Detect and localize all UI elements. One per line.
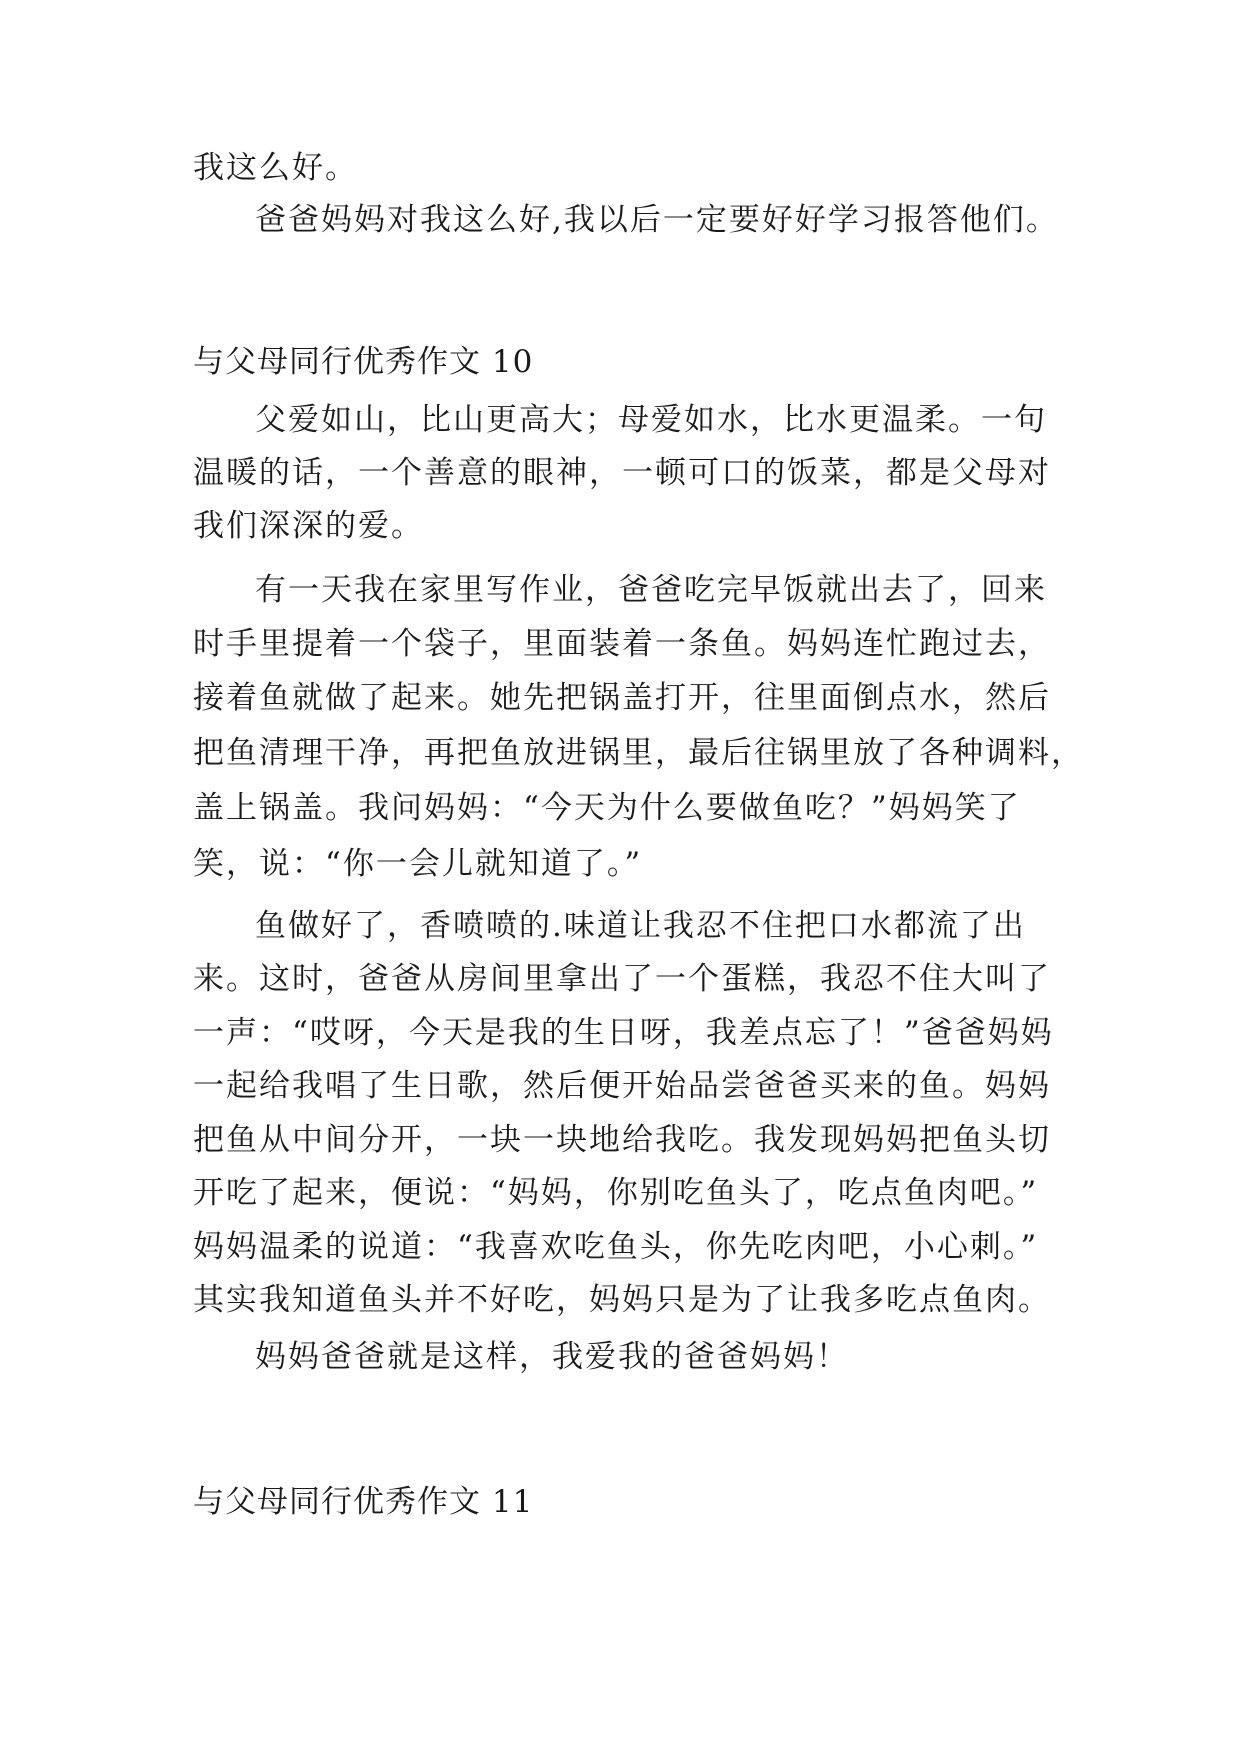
text-line: 接着鱼就做了起来。她先把锅盖打开，往里面倒点水，然后	[193, 680, 1051, 716]
text-line: 把鱼清理干净，再把鱼放进锅里，最后往锅里放了各种调料，	[193, 735, 1084, 771]
text-line: 温暖的话，一个善意的眼神，一顿可口的饭菜，都是父母对	[193, 455, 1051, 491]
text-line: 来。这时，爸爸从房间里拿出了一个蛋糕，我忍不住大叫了	[193, 961, 1051, 997]
text-line: 一声：“哎呀，今天是我的生日呀，我差点忘了！”爸爸妈妈	[193, 1015, 1054, 1051]
text-line: 盖上锅盖。我问妈妈：“今天为什么要做鱼吃？”妈妈笑了	[193, 790, 1021, 826]
section-heading: 与父母同行优秀作文 10	[193, 344, 534, 380]
text-line: 一起给我唱了生日歌，然后便开始品尝爸爸买来的鱼。妈妈	[193, 1068, 1051, 1104]
text-line: 笑，说：“你一会儿就知道了。”	[193, 846, 643, 882]
text-line: 我们深深的爱。	[193, 508, 424, 544]
text-line: 鱼做好了，香喷喷的.味道让我忍不住把口水都流了出	[255, 908, 1026, 944]
text-line: 爸爸妈妈对我这么好,我以后一定要好好学习报答他们。	[255, 202, 1059, 238]
text-line: 其实我知道鱼头并不好吃，妈妈只是为了让我多吃点鱼肉。	[193, 1282, 1051, 1318]
text-line: 时手里提着一个袋子，里面装着一条鱼。妈妈连忙跑过去，	[193, 626, 1051, 662]
text-line: 开吃了起来，便说：“妈妈，你别吃鱼头了，吃点鱼肉吧。”	[193, 1175, 1039, 1211]
text-line: 有一天我在家里写作业，爸爸吃完早饭就出去了，回来	[255, 572, 1047, 608]
text-line: 把鱼从中间分开，一块一块地给我吃。我发现妈妈把鱼头切	[193, 1122, 1051, 1158]
text-line: 父爱如山，比山更高大；母爱如水，比水更温柔。一句	[255, 402, 1047, 438]
text-line: 妈妈爸爸就是这样，我爱我的爸爸妈妈！	[255, 1339, 849, 1375]
text-line: 妈妈温柔的说道：“我喜欢吃鱼头，你先吃肉吧，小心刺。”	[193, 1229, 1039, 1265]
text-line: 我这么好。	[193, 150, 358, 186]
section-heading: 与父母同行优秀作文 11	[193, 1484, 534, 1520]
